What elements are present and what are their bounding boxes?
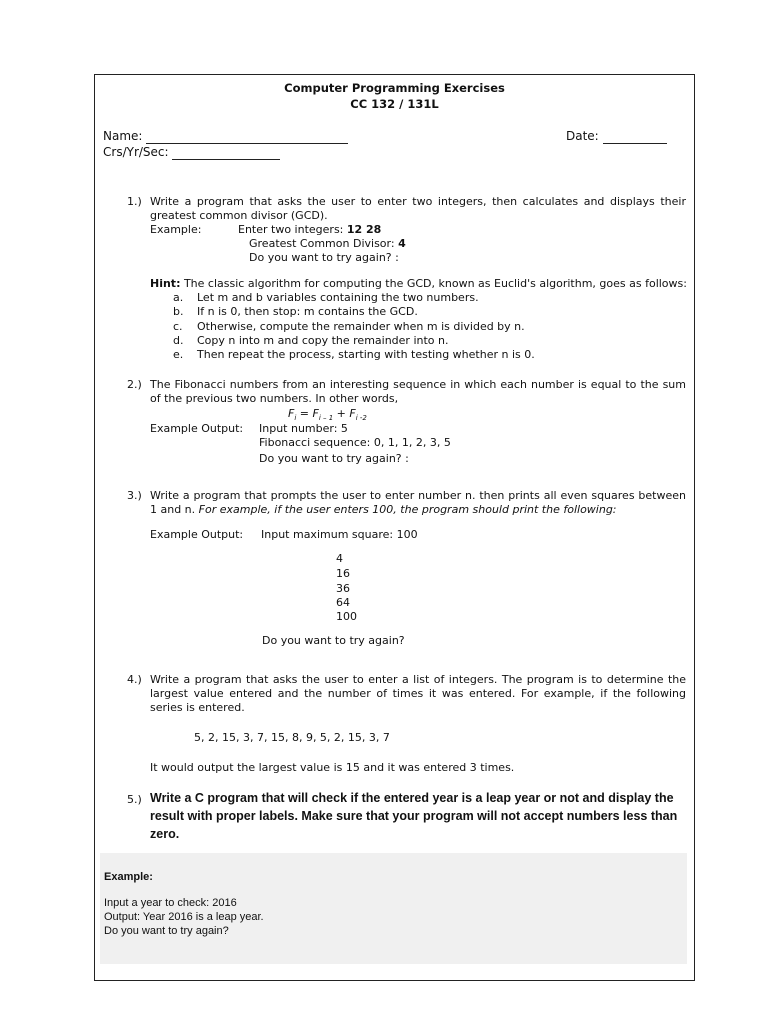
q5-text: Write a C program that will check if the entered year is a leap year or not and display the result with proper labels. Make sure that your program will not accept numbers less than zero. [150, 791, 678, 841]
square-value: 4 [336, 552, 343, 565]
q1-ex1-value: 12 28 [346, 223, 382, 236]
step-text: If n is 0, then stop: m contains the GCD. [197, 305, 418, 318]
q1-example-line1 [238, 223, 381, 237]
step-marker: d. [173, 334, 184, 347]
square-value: 64 [336, 596, 350, 609]
formula-eq: = F [296, 407, 319, 420]
q1-text: Write a program that asks the user to enter two integers, then calculates and displays their greatest common divisor (GCD). [150, 195, 686, 222]
date-blank[interactable] [603, 131, 667, 144]
formula-f: F [288, 407, 295, 420]
step-text: Then repeat the process, starting with testing whether n is 0. [197, 348, 535, 361]
formula-sub-i-minus-2: i -2 [355, 414, 367, 423]
formula-sub-i-minus-1: i – 1 [318, 414, 334, 423]
q3-example-label: Example Output: [150, 528, 244, 541]
q2-example-line1: Input number: 5 [259, 422, 348, 435]
step-marker: e. [173, 348, 184, 361]
step-marker: b. [173, 305, 184, 318]
step-text: Otherwise, compute the remainder when m is divided by n. [197, 320, 525, 333]
q1-hint [150, 277, 687, 291]
formula-sub-i: i [294, 414, 297, 423]
step-text: Let m and b variables containing the two numbers. [197, 291, 479, 304]
course-code: CC 132 / 131L [350, 97, 439, 111]
crs-blank[interactable] [172, 147, 280, 160]
q2-text: The Fibonacci numbers from an interesting sequence in which each number is equal to the sum of the previous two numbers. In other words, [150, 378, 686, 405]
name-label: Name: [103, 129, 143, 143]
q3-text-main: Write a program that prompts the user to enter number n. then prints all even squares between 1 and n. [150, 489, 686, 516]
q1-ex2-value: 4 [398, 237, 406, 250]
q1-number: 1.) [127, 195, 142, 208]
q1-ex2-prefix: Greatest Common Divisor: [249, 237, 399, 250]
page-title: Computer Programming Exercises [284, 81, 505, 95]
q5-example-line3: Do you want to try again? [104, 925, 229, 937]
q3-example-line1: Input maximum square: 100 [261, 528, 418, 541]
q2-number: 2.) [127, 378, 142, 391]
square-value: 36 [336, 582, 350, 595]
date-label: Date: [566, 129, 599, 143]
q1-example-label: Example: [150, 223, 202, 236]
q1-ex1-prefix: Enter two integers: [238, 223, 347, 236]
name-field-row [103, 129, 348, 144]
q3-example-last: Do you want to try again? [262, 634, 405, 647]
square-value: 16 [336, 567, 350, 580]
q1-example-line2 [249, 237, 406, 251]
q5-example-line1: Input a year to check: 2016 [104, 897, 237, 909]
q5-number: 5.) [127, 793, 142, 806]
q3-number: 3.) [127, 489, 142, 502]
q5-example-line2: Output: Year 2016 is a leap year. [104, 911, 264, 923]
date-field-row [566, 129, 667, 144]
hint-text: The classic algorithm for computing the GCD, known as Euclid's algorithm, goes as follows: [180, 277, 687, 290]
square-value: 100 [336, 610, 357, 623]
q4-text: Write a program that asks the user to enter a list of integers. The program is to determine the largest value entered and the number of times it was entered. For example, if the following series is entered. [150, 673, 686, 714]
name-blank[interactable] [146, 131, 348, 144]
step-marker: c. [173, 320, 183, 333]
q5-example-label: Example: [104, 871, 153, 883]
crs-label: Crs/Yr/Sec: [103, 145, 169, 159]
formula-plus: + F [333, 407, 356, 420]
q4-number: 4.) [127, 673, 142, 686]
q2-example-label: Example Output: [150, 422, 244, 435]
crs-field-row [103, 145, 280, 160]
q2-example-line2: Fibonacci sequence: 0, 1, 1, 2, 3, 5 [259, 436, 451, 449]
q1-example-line3: Do you want to try again? : [249, 251, 399, 264]
q4-series: 5, 2, 15, 3, 7, 15, 8, 9, 5, 2, 15, 3, 7 [194, 731, 390, 744]
q3-text [150, 489, 686, 517]
hint-label: Hint: [150, 277, 181, 290]
step-text: Copy n into m and copy the remainder into n. [197, 334, 449, 347]
q2-example-line3: Do you want to try again? : [259, 452, 409, 465]
step-marker: a. [173, 291, 184, 304]
q3-text-italic: For example, if the user enters 100, the program should print the following: [198, 503, 617, 516]
q4-output: It would output the largest value is 15 and it was entered 3 times. [150, 761, 515, 774]
